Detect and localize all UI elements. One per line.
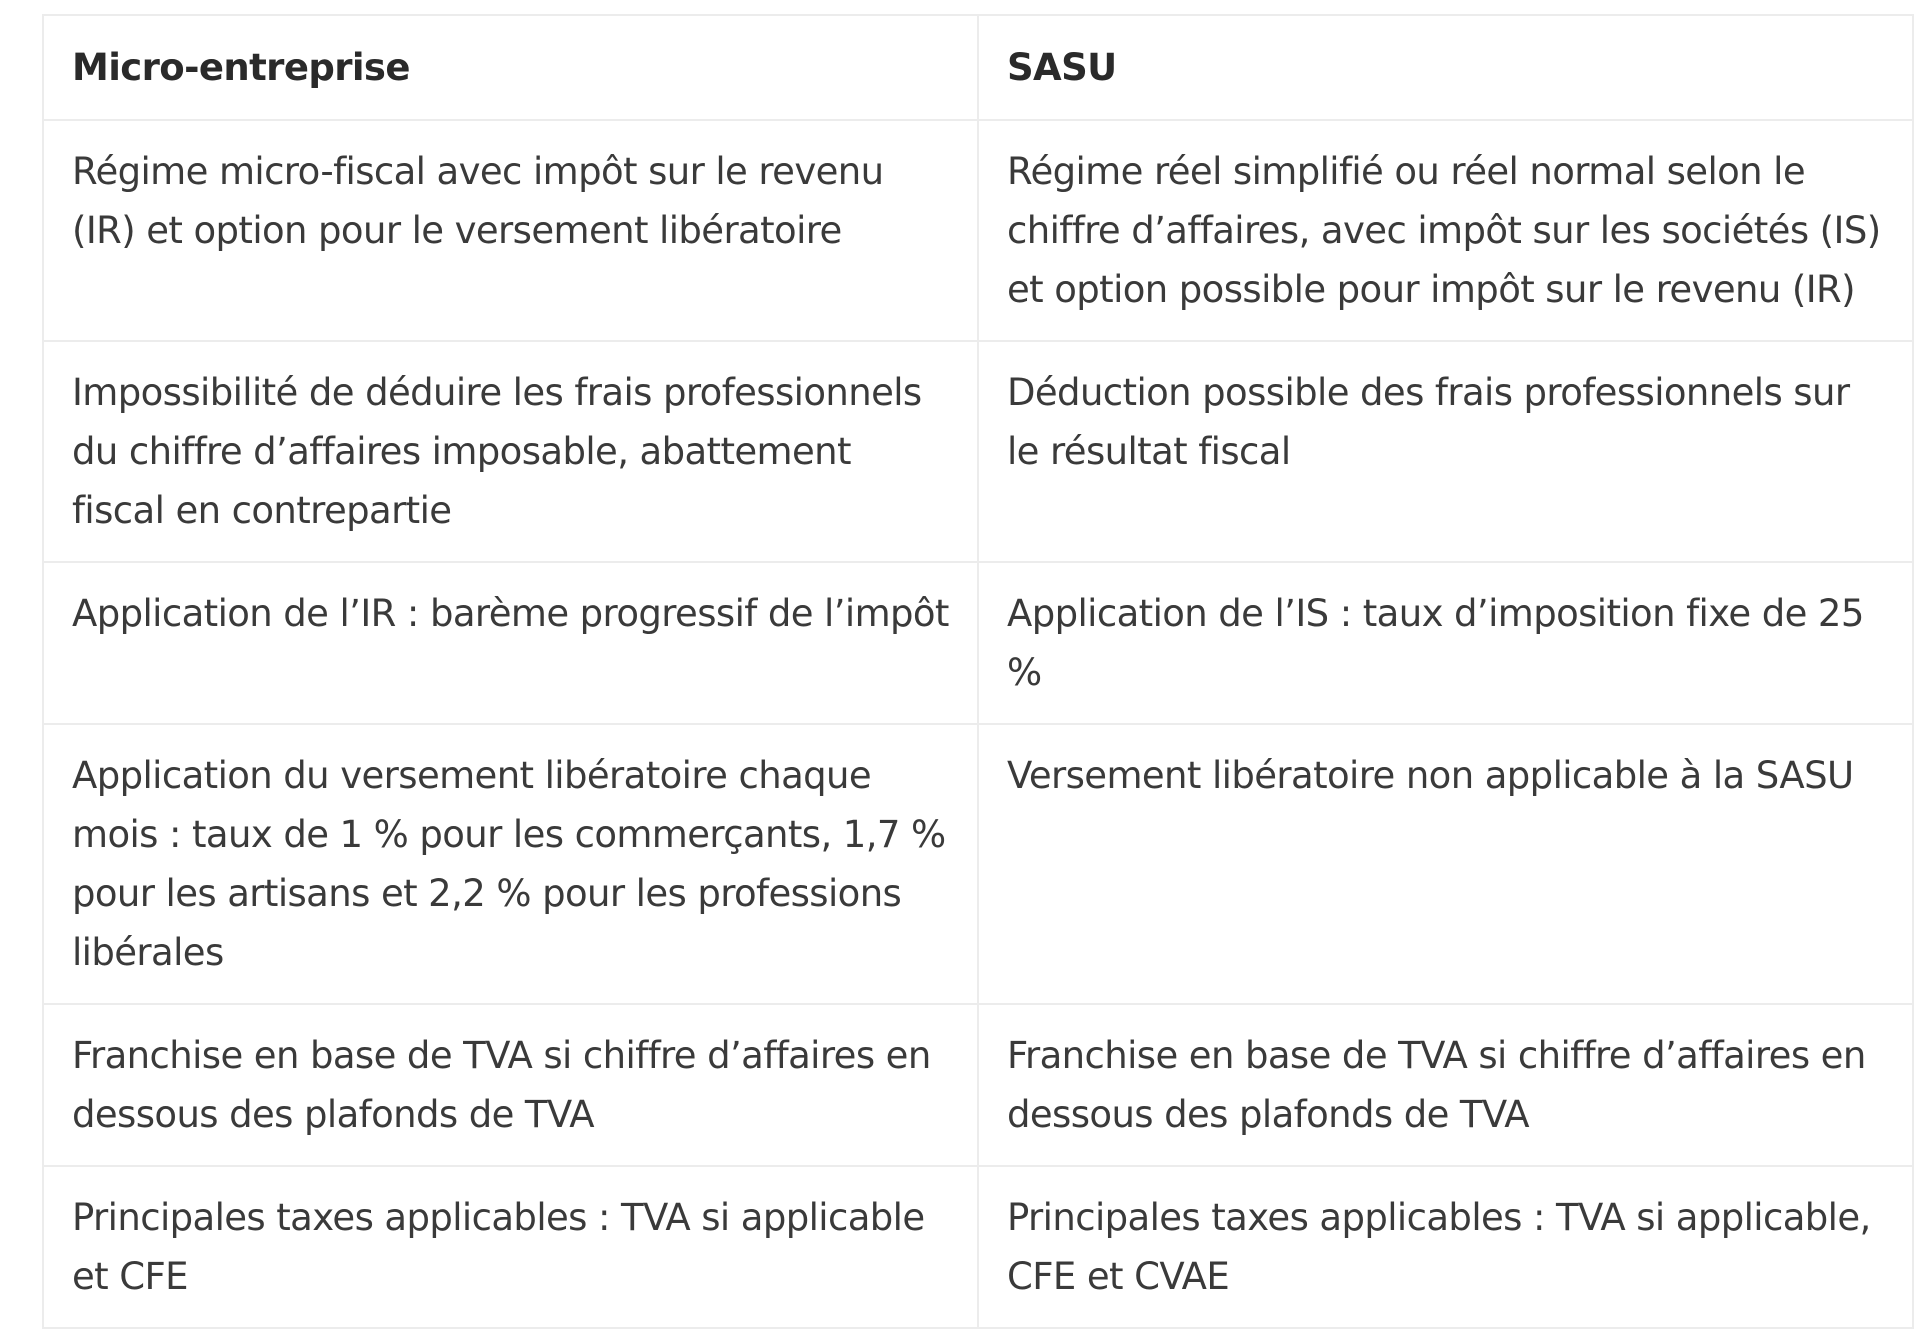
table-cell: Principales taxes applicables : TVA si applicable et CFE [43, 1166, 978, 1328]
table-cell: Régime micro-fiscal avec impôt sur le revenu (IR) et option pour le versement libératoire [43, 120, 978, 341]
table-cell: Principales taxes applicables : TVA si applicable, CFE et CVAE [978, 1166, 1913, 1328]
header-sasu: SASU [978, 15, 1913, 120]
comparison-table-container [42, 14, 1912, 1329]
table-row [43, 1004, 1913, 1166]
table-row [43, 341, 1913, 562]
table-cell: Franchise en base de TVA si chiffre d’affaires en dessous des plafonds de TVA [978, 1004, 1913, 1166]
table-cell: Déduction possible des frais professionnels sur le résultat fiscal [978, 341, 1913, 562]
table-row [43, 562, 1913, 724]
table-row [43, 120, 1913, 341]
table-cell: Impossibilité de déduire les frais professionnels du chiffre d’affaires imposable, abattement fiscal en contrepartie [43, 341, 978, 562]
comparison-table [42, 14, 1914, 1329]
table-cell: Versement libératoire non applicable à la SASU [978, 724, 1913, 1004]
table-cell: Régime réel simplifié ou réel normal selon le chiffre d’affaires, avec impôt sur les sociétés (IS) et option possible pour impôt sur le revenu (IR) [978, 120, 1913, 341]
table-cell: Application de l’IS : taux d’imposition fixe de 25 % [978, 562, 1913, 724]
table-row [43, 724, 1913, 1004]
table-row [43, 1166, 1913, 1328]
header-micro-entreprise: Micro-entreprise [43, 15, 978, 120]
table-cell: Application du versement libératoire chaque mois : taux de 1 % pour les commerçants, 1,7 % pour les artisans et 2,2 % pour les professions libérales [43, 724, 978, 1004]
table-header-row [43, 15, 1913, 120]
table-cell: Franchise en base de TVA si chiffre d’affaires en dessous des plafonds de TVA [43, 1004, 978, 1166]
table-cell: Application de l’IR : barème progressif de l’impôt [43, 562, 978, 724]
